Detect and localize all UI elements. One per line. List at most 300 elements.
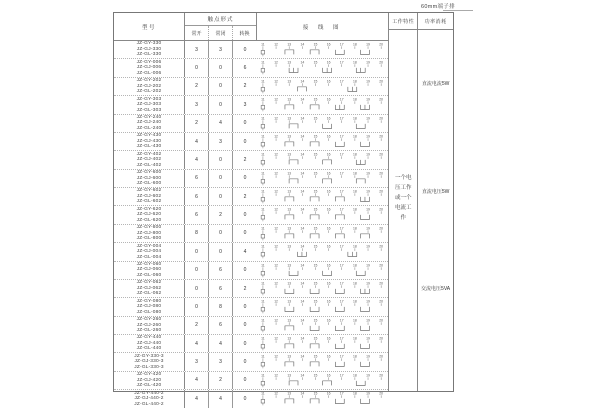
svg-text:13: 13 [287,244,292,249]
contact-no-count: 8 [185,225,209,242]
contact-co-count: 0 [243,230,247,237]
contact-no-count: 0 [185,280,209,297]
svg-text:20: 20 [379,152,384,157]
svg-text:15: 15 [313,116,318,121]
contact-co-count: 0 [243,267,247,274]
relay-spec-table [113,12,454,407]
svg-text:17: 17 [339,116,344,121]
contact-co-count: 2 [243,83,247,90]
svg-text:14: 14 [300,263,305,268]
contact-co-count: 0 [243,303,247,310]
contact-no-count: 0 [185,243,209,260]
svg-text:18: 18 [353,281,357,286]
model-number: JZ-GL-080 [136,309,162,315]
svg-text:11: 11 [261,79,265,84]
table-row [114,115,388,133]
svg-text:15: 15 [313,263,318,268]
svg-text:17: 17 [339,281,344,286]
svg-text:18: 18 [353,171,357,176]
svg-text:12: 12 [274,299,278,304]
model-number: JZ-GL-420 [136,383,162,389]
svg-text:19: 19 [366,207,370,212]
svg-text:14: 14 [300,244,305,249]
svg-text:12: 12 [274,116,278,121]
wiring-diagram [257,225,388,242]
svg-text:11: 11 [261,189,265,194]
svg-text:13: 13 [287,318,292,323]
svg-text:19: 19 [366,299,370,304]
wiring-diagram [257,390,388,407]
svg-text:20: 20 [379,134,384,139]
model-number: JZ-GL-402 [136,162,162,168]
svg-text:17: 17 [339,152,344,157]
wiring-diagram [257,206,388,223]
svg-text:12: 12 [274,134,278,139]
svg-text:18: 18 [353,244,357,249]
contact-nc-count: 0 [209,151,233,168]
svg-text:19: 19 [366,263,370,268]
model-cell [114,298,185,315]
table-row [114,262,388,280]
svg-text:12: 12 [274,79,278,84]
contact-no-count: 3 [185,353,209,370]
power-label-dc-current: 直流电流5W [421,81,450,87]
svg-text:14: 14 [300,116,305,121]
table-body [114,41,388,408]
svg-text:17: 17 [339,42,344,47]
svg-text:17: 17 [339,226,344,231]
model-cell [114,115,185,132]
svg-text:16: 16 [326,171,331,176]
svg-text:16: 16 [326,60,331,65]
svg-text:16: 16 [326,79,331,84]
model-cell [114,390,185,407]
svg-text:16: 16 [326,373,331,378]
svg-text:14: 14 [300,226,305,231]
svg-text:17: 17 [339,244,344,249]
wiring-diagram [257,115,388,132]
model-cell [114,372,185,389]
svg-text:15: 15 [313,299,318,304]
model-number: JZ-GY-062 [136,280,162,286]
svg-text:20: 20 [379,207,384,212]
svg-text:17: 17 [339,79,344,84]
svg-text:15: 15 [313,244,318,249]
table-row [114,96,388,114]
svg-text:13: 13 [287,42,292,47]
wiring-diagram [257,353,388,370]
col-header-normally-open: 常开 [185,26,209,40]
svg-text:20: 20 [379,79,384,84]
contact-co-count: 0 [243,175,247,182]
svg-text:18: 18 [353,60,357,65]
contact-subheaders [185,26,256,40]
col-header-power-consumption: 功率消耗 [418,13,453,30]
model-number: JZ-GY-420 [136,372,162,378]
model-number: JZ-GJ-440 [136,340,162,346]
svg-text:16: 16 [326,318,331,323]
contact-nc-count: 0 [209,59,233,76]
svg-text:19: 19 [366,116,370,121]
svg-text:20: 20 [379,391,384,396]
table-row [114,170,388,188]
svg-text:13: 13 [287,391,292,396]
model-cell [114,317,185,334]
svg-text:11: 11 [261,336,265,341]
wiring-diagram [257,78,388,95]
svg-text:11: 11 [261,134,265,139]
contact-no-count: 3 [185,96,209,113]
contact-nc-count: 6 [209,262,233,279]
model-number: JZ-GY-202 [136,78,162,84]
svg-text:11: 11 [261,263,265,268]
svg-text:13: 13 [287,336,292,341]
svg-text:15: 15 [313,354,318,359]
svg-text:13: 13 [287,116,292,121]
contact-nc-count: 6 [209,280,233,297]
model-cell [114,133,185,150]
svg-text:17: 17 [339,60,344,65]
svg-text:20: 20 [379,42,384,47]
svg-text:18: 18 [353,226,357,231]
contact-no-count: 6 [185,188,209,205]
svg-text:19: 19 [366,152,370,157]
contact-nc-count: 8 [209,298,233,315]
model-number: JZ-GY-600 [136,170,162,176]
svg-text:11: 11 [261,60,265,65]
svg-text:11: 11 [261,354,265,359]
wiring-diagram [257,335,388,352]
svg-text:11: 11 [261,171,265,176]
col-header-contact-form: 触点形式 [185,13,256,26]
wiring-diagram [257,317,388,334]
model-cell [114,59,185,76]
model-cell [114,41,185,58]
model-number: JZ-GL-602 [136,199,162,205]
svg-text:20: 20 [379,244,384,249]
svg-text:11: 11 [261,116,265,121]
table-header [114,13,388,41]
table-row [114,41,388,59]
svg-text:13: 13 [287,299,292,304]
svg-text:15: 15 [313,207,318,212]
svg-text:14: 14 [300,189,305,194]
svg-text:13: 13 [287,79,292,84]
contact-nc-count: 4 [209,335,233,352]
table-row [114,317,388,335]
model-number: JZ-GY-006 [136,59,162,65]
svg-text:14: 14 [300,318,305,323]
svg-text:17: 17 [339,263,344,268]
svg-text:15: 15 [313,226,318,231]
svg-text:20: 20 [379,97,384,102]
contact-co-count: 0 [243,395,247,402]
svg-text:19: 19 [366,134,370,139]
model-number: JZ-GY-330 [136,41,162,47]
svg-text:20: 20 [379,318,384,323]
contact-no-count: 6 [185,206,209,223]
svg-text:19: 19 [366,354,370,359]
svg-text:16: 16 [326,189,331,194]
svg-text:18: 18 [353,263,357,268]
svg-text:14: 14 [300,134,305,139]
model-number: JZ-GY-080 [136,298,162,304]
svg-text:16: 16 [326,391,331,396]
table-left-section [114,13,388,407]
wiring-diagram [257,280,388,297]
svg-text:16: 16 [326,134,331,139]
table-row [114,78,388,96]
svg-text:18: 18 [353,318,357,323]
svg-text:15: 15 [313,97,318,102]
svg-text:18: 18 [353,336,357,341]
svg-text:15: 15 [313,391,318,396]
svg-text:18: 18 [353,79,357,84]
svg-text:18: 18 [353,189,357,194]
contact-nc-count: 0 [209,188,233,205]
svg-text:12: 12 [274,281,278,286]
contact-co-count: 0 [243,359,247,366]
svg-text:17: 17 [339,318,344,323]
model-number: JZ-GJ-062 [136,285,162,291]
model-cell [114,170,185,187]
svg-text:20: 20 [379,60,384,65]
svg-text:16: 16 [326,244,331,249]
svg-text:15: 15 [313,373,318,378]
contact-nc-count: 0 [209,225,233,242]
contact-co-count: 4 [243,248,247,255]
svg-text:18: 18 [353,391,357,396]
svg-text:20: 20 [379,263,384,268]
svg-text:16: 16 [326,152,331,157]
svg-text:14: 14 [300,152,305,157]
svg-text:19: 19 [366,373,370,378]
contact-co-count: 0 [243,212,247,219]
model-number: JZ-GL-060 [136,272,162,278]
svg-text:19: 19 [366,97,370,102]
model-number: JZ-GL-600 [136,181,162,187]
model-number: JZ-GL-620 [136,217,162,223]
svg-text:17: 17 [339,97,344,102]
model-cell [114,225,185,242]
model-number: JZ-GL-440-2 [134,401,164,407]
wiring-diagram [257,372,388,389]
contact-no-count: 4 [185,151,209,168]
model-number: JZ-GJ-420 [136,377,162,383]
model-number: JZ-GY-060 [136,261,162,267]
svg-text:14: 14 [300,354,305,359]
svg-text:11: 11 [261,318,265,323]
svg-text:16: 16 [326,207,331,212]
contact-nc-count: 0 [209,96,233,113]
contact-co-count: 2 [243,156,247,163]
svg-text:15: 15 [313,152,318,157]
svg-text:19: 19 [366,189,370,194]
svg-text:11: 11 [261,226,265,231]
table-row [114,59,388,77]
svg-text:18: 18 [353,207,357,212]
svg-text:18: 18 [353,42,357,47]
table-row [114,133,388,151]
svg-text:17: 17 [339,354,344,359]
svg-text:12: 12 [274,336,278,341]
svg-text:17: 17 [339,189,344,194]
svg-text:11: 11 [261,97,265,102]
power-label-ac-voltage: 交流电压5VA [421,286,451,292]
model-number: JZ-GJ-260 [136,322,162,328]
model-cell [114,206,185,223]
svg-text:15: 15 [313,79,318,84]
svg-text:11: 11 [261,391,265,396]
svg-text:16: 16 [326,336,331,341]
wiring-diagram [257,243,388,260]
model-number: JZ-GJ-402 [136,157,162,163]
svg-text:16: 16 [326,281,331,286]
svg-text:19: 19 [366,226,370,231]
svg-text:12: 12 [274,207,278,212]
svg-text:19: 19 [366,336,370,341]
working-characteristic-cell [389,30,417,391]
contact-co-count: 3 [243,101,247,108]
svg-text:11: 11 [261,152,265,157]
power-consumption-column [417,13,453,391]
model-number: JZ-GY-602 [136,188,162,194]
contact-co-count: 0 [243,120,247,127]
wiring-diagram [257,133,388,150]
svg-text:11: 11 [261,207,265,212]
svg-text:14: 14 [300,97,305,102]
model-number: JZ-GY-800 [136,225,162,231]
svg-text:13: 13 [287,263,292,268]
col-header-working-characteristic: 工作特性 [389,13,417,30]
svg-text:15: 15 [313,336,318,341]
contact-co-count: 0 [243,322,247,329]
power-consumption-cell [418,30,453,391]
model-number: JZ-GL-440 [136,346,162,352]
model-number: JZ-GJ-004 [136,249,162,255]
contact-co-count: 0 [243,377,247,384]
contact-nc-count: 0 [209,170,233,187]
svg-text:13: 13 [287,207,292,212]
model-number: JZ-GJ-202 [136,83,162,89]
model-cell [114,280,185,297]
model-number: JZ-GL-062 [136,291,162,297]
contact-nc-count: 6 [209,317,233,334]
svg-text:11: 11 [261,373,265,378]
svg-text:11: 11 [261,244,265,249]
col-header-contact-group [185,13,257,40]
model-number: JZ-GY-260 [136,317,162,323]
contact-no-count: 0 [185,59,209,76]
svg-text:19: 19 [366,244,370,249]
svg-text:20: 20 [379,189,384,194]
model-number: JZ-GJ-800 [136,230,162,236]
svg-text:13: 13 [287,189,292,194]
model-number: JZ-GY-430 [136,133,162,139]
svg-text:20: 20 [379,226,384,231]
svg-text:12: 12 [274,171,278,176]
svg-text:14: 14 [300,60,305,65]
model-cell [114,262,185,279]
model-number: JZ-GJ-330-3 [134,359,164,365]
svg-text:15: 15 [313,134,318,139]
wiring-diagram [257,151,388,168]
svg-text:14: 14 [300,391,305,396]
svg-text:19: 19 [366,391,370,396]
svg-text:15: 15 [313,281,318,286]
svg-text:20: 20 [379,354,384,359]
contact-nc-count: 4 [209,390,233,407]
model-number: JZ-GY-440-2 [134,390,164,396]
svg-text:12: 12 [274,60,278,65]
svg-text:18: 18 [353,116,357,121]
svg-text:14: 14 [300,281,305,286]
svg-text:20: 20 [379,336,384,341]
svg-text:12: 12 [274,226,278,231]
model-number: JZ-GY-330-3 [134,353,164,359]
model-cell [114,335,185,352]
svg-text:13: 13 [287,97,292,102]
contact-no-count: 4 [185,133,209,150]
svg-text:11: 11 [261,299,265,304]
svg-text:12: 12 [274,42,278,47]
contact-co-count: 0 [243,340,247,347]
table-row [114,390,388,407]
svg-text:15: 15 [313,42,318,47]
svg-text:16: 16 [326,42,331,47]
contact-co-count: 6 [243,65,247,72]
svg-text:17: 17 [339,391,344,396]
table-row [114,372,388,390]
contact-no-count: 0 [185,262,209,279]
svg-text:13: 13 [287,373,292,378]
model-number: JZ-GL-330 [136,52,162,58]
svg-text:11: 11 [261,42,265,47]
contact-co-count: 2 [243,285,247,292]
svg-text:18: 18 [353,97,357,102]
table-row [114,243,388,261]
svg-text:18: 18 [353,373,357,378]
table-row [114,335,388,353]
svg-text:13: 13 [287,152,292,157]
svg-text:20: 20 [379,171,384,176]
corner-note-underline [443,10,473,11]
model-cell [114,188,185,205]
svg-text:12: 12 [274,152,278,157]
contact-nc-count: 2 [209,206,233,223]
contact-co-count: 2 [243,193,247,200]
model-number: JZ-GY-440 [136,335,162,341]
model-number: JZ-GL-303 [136,107,162,113]
svg-text:12: 12 [274,97,278,102]
contact-nc-count: 2 [209,372,233,389]
wiring-diagram [257,41,388,58]
svg-text:13: 13 [287,171,292,176]
model-number: JZ-GJ-602 [136,193,162,199]
table-row [114,280,388,298]
svg-text:19: 19 [366,281,370,286]
contact-no-count: 0 [185,298,209,315]
svg-text:12: 12 [274,354,278,359]
power-label-dc-voltage: 直流电压5W [421,189,450,195]
col-header-changeover: 转换 [239,30,250,37]
svg-text:20: 20 [379,299,384,304]
model-cell [114,151,185,168]
model-cell [114,243,185,260]
contact-co-count: 0 [243,138,247,145]
svg-text:12: 12 [274,244,278,249]
svg-text:13: 13 [287,281,292,286]
